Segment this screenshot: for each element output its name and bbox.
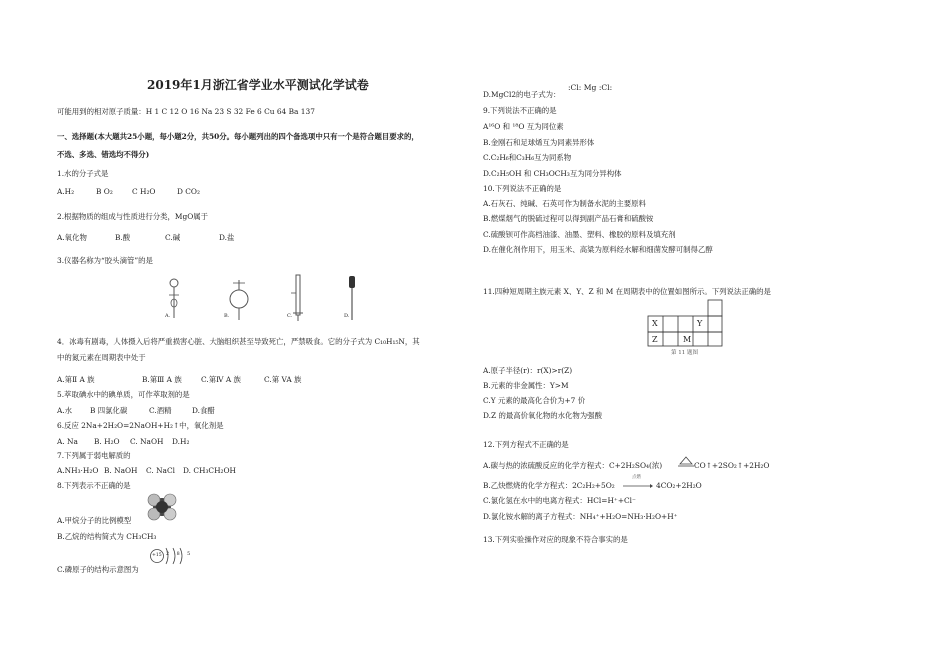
apparatus-b-label: B.	[224, 313, 230, 319]
q7-option-a: A.NH₃·H₂O	[57, 466, 99, 475]
section-heading-line2: 不选、多选、错选均不得分)	[57, 150, 150, 159]
q11-option-c: C.Y 元素的最高化合价为+7 价	[483, 396, 586, 405]
heat-triangle-icon	[678, 456, 694, 466]
q4-option-c: C.第Ⅳ A 族	[201, 375, 241, 384]
atomic-mass-note: 可能用到的相对原子质量：H 1 C 12 O 16 Na 23 S 32 Fe 6 Cu 64 Ba 137	[57, 107, 315, 116]
q12-option-c: C.氯化氢在水中的电离方程式：HCl=H⁺+Cl⁻	[483, 496, 636, 505]
q12-option-d: D.氯化铵水解的离子方程式：NH₄⁺+H₂O=NH₃·H₂O+H⁺	[483, 512, 678, 521]
phosphorus-nucleus-label: +15	[152, 553, 162, 558]
q2-option-b: B.酸	[115, 233, 131, 242]
q1-stem: 1.水的分子式是	[57, 169, 109, 178]
q9-option-a: A¹⁶O 和 ¹⁸O 互为同位素	[483, 122, 564, 131]
figure-caption: 第 11 题图	[671, 350, 698, 356]
q10-option-d: D.在催化剂作用下，用玉米、高粱为原料经水解和细菌发酵可制得乙醇	[483, 245, 713, 254]
q1-option-b: B O₂	[96, 187, 113, 196]
q11-option-a: A.原子半径(r)：r(X)>r(Z)	[483, 366, 573, 375]
q13-stem: 13.下列实验操作对应的现象不符合事实的是	[483, 535, 628, 544]
q8-stem: 8.下列表示不正确的是	[57, 481, 131, 490]
q6-stem: 6.反应 2Na+2H₂O=2NaOH+H₂↑中，氧化剂是	[57, 421, 224, 430]
q12-stem: 12.下列方程式不正确的是	[483, 440, 569, 449]
apparatus-c-label: C.	[287, 313, 293, 319]
q5-option-a: A.水	[57, 406, 73, 415]
phosphorus-shells-label: 2 8 5	[166, 552, 194, 557]
q11-stem: 11.四种短周期主族元素 X、Y、Z 和 M 在周期表中的位置如图所示。下列说法正确的是	[483, 287, 771, 296]
page-title: 2019年1月浙江省学业水平测试化学试卷	[147, 78, 369, 92]
mgcl2-electron-formula: :Cl: Mg :Cl:	[568, 83, 613, 92]
q6-option-d: D.H₂	[172, 437, 190, 446]
apparatus-a-label: A.	[165, 313, 171, 319]
q4-option-a: A.第Ⅱ A 族	[57, 375, 95, 384]
cell-x: X	[652, 319, 658, 328]
q5-option-c: C.酒精	[149, 406, 172, 415]
q8-option-c: C.磷原子的结构示意图为	[57, 565, 139, 574]
q11-option-d: D.Z 的最高价氧化物的水化物为强酸	[483, 411, 602, 420]
cell-z: Z	[652, 335, 658, 344]
q2-stem: 2.根据物质的组成与性质进行分类，MgO属于	[57, 212, 209, 221]
q6-option-a: A. Na	[57, 437, 78, 446]
q1-option-c: C H₂O	[132, 187, 156, 196]
reaction-arrow-icon	[623, 484, 653, 488]
q4-option-d: C.第 VA 族	[264, 375, 302, 384]
q12-option-b: B.乙炔燃烧的化学方程式：2C₂H₂+5O₂	[483, 481, 615, 490]
q12-option-b-products: 4CO₂+2H₂O	[656, 481, 702, 490]
q1-option-a: A.H₂	[57, 187, 75, 196]
q2-option-a: A.氧化物	[57, 233, 87, 242]
q3-stem: 3.仪器名称为“胶头滴管”的是	[57, 256, 153, 265]
q12-option-a: A.碳与热的浓硫酸反应的化学方程式：C+2H₂SO₄(浓)	[483, 461, 663, 470]
q4-stem-line2: 中的氮元素在周期表中处于	[57, 353, 146, 362]
q7-option-b: B. NaOH	[104, 466, 138, 475]
apparatus-d-label: D.	[344, 313, 350, 319]
q11-option-b: B.元素的非金属性：Y>M	[483, 381, 569, 390]
q4-stem-line1: 4．冰毒有剧毒，人体摄入后将严重损害心脏、大脑组织甚至导致死亡，严禁吸食。它的分子式为 C₁₀H₁₅N，其	[57, 337, 420, 346]
methane-model-drawing	[145, 492, 179, 522]
q5-stem: 5.萃取碘水中的碘单质，可作萃取剂的是	[57, 390, 190, 399]
q6-option-b: B. H₂O	[94, 437, 120, 446]
q5-option-b: B 四氯化碳	[90, 406, 128, 415]
apparatus-b-drawing	[226, 280, 252, 320]
cell-m: M	[683, 335, 692, 344]
cell-y: Y	[697, 319, 703, 328]
q7-stem: 7.下列属于弱电解质的	[57, 451, 131, 460]
q6-option-c: C. NaOH	[130, 437, 164, 446]
q7-option-c: C. NaCl	[146, 466, 175, 475]
q4-option-b: B.第Ⅲ A 族	[142, 375, 182, 384]
q10-option-a: A.石灰石、纯碱、石英可作为制备水泥的主要原料	[483, 199, 646, 208]
q12-option-a-products: CO↑+2SO₂↑+2H₂O	[694, 461, 770, 470]
q7-option-d: D. CH₃CH₂OH	[183, 466, 236, 475]
q1-option-d: D CO₂	[177, 187, 200, 196]
q9-option-d: D.C₂H₅OH 和 CH₃OCH₃互为同分异构体	[483, 169, 622, 178]
q9-option-b: B.金刚石和足球烯互为同素异形体	[483, 138, 595, 147]
ignite-condition-label: 点燃	[632, 475, 641, 480]
q8-option-d: D.MgCl2的电子式为：	[483, 90, 561, 99]
q9-stem: 9.下列说法不正确的是	[483, 106, 557, 115]
q2-option-c: C.碱	[165, 233, 181, 242]
q5-option-d: D.食醋	[192, 406, 215, 415]
q8-option-a: A.甲烷分子的比例模型	[57, 516, 132, 525]
q8-option-b: B.乙烷的结构简式为 CH₃CH₃	[57, 532, 157, 541]
q10-stem: 10.下列说法不正确的是	[483, 184, 562, 193]
q10-option-c: C.硫酸钡可作高档油漆、油墨、塑料、橡胶的原料及填充剂	[483, 230, 676, 239]
q9-option-c: C.C₂H₆和C₃H₆互为同系物	[483, 153, 572, 162]
section-heading-line1: 一、选择题(本大题共25小题，每小题2分，共50分。每小题列出的四个备选项中只有一个是符合题目要求的，	[57, 132, 419, 141]
q2-option-d: D.盐	[219, 233, 235, 242]
q10-option-b: B.燃煤烟气的脱硫过程可以得到副产品石膏和硫酸铵	[483, 214, 654, 223]
